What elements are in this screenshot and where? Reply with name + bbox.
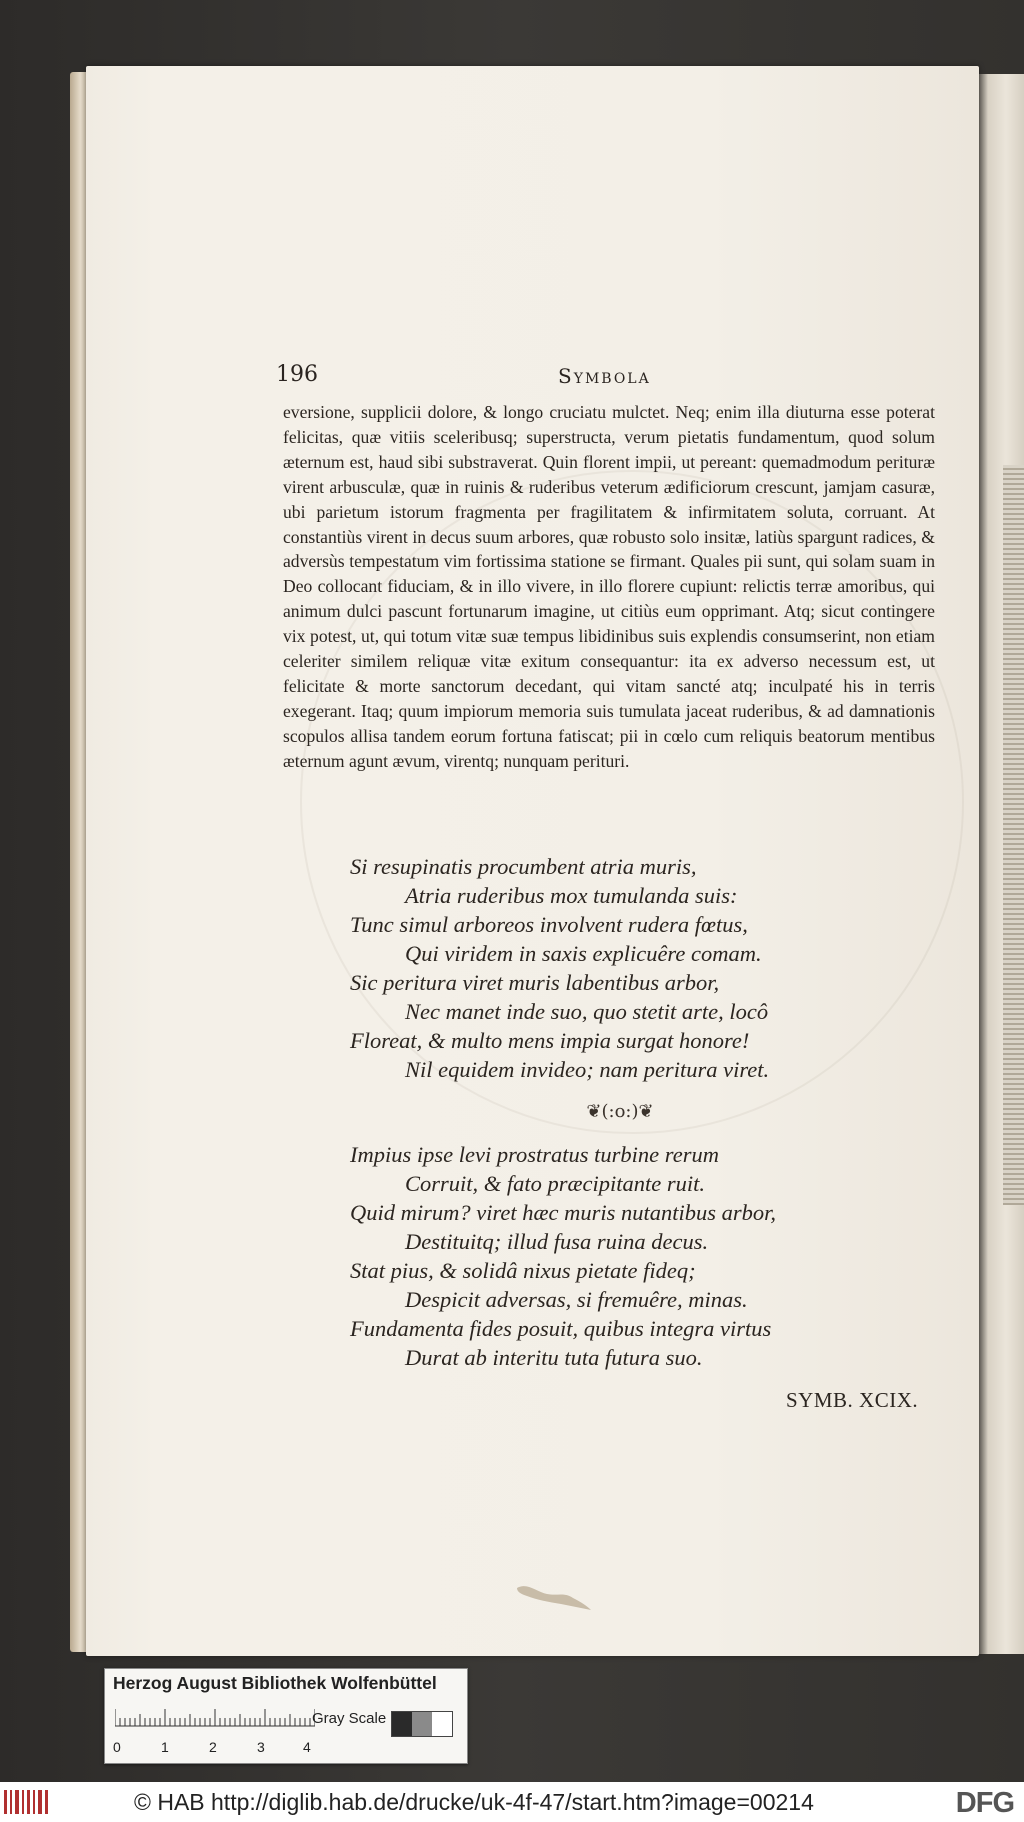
body-text: eversione, supplicii dolore, & longo cruciatu mulctet. Neq; enim illa diuturna esse poterat felicitas, quæ vitiis sceleribusq; superstructa, verum pietatis fundamentum, quod solum æternum est, haud sibi substraverat. Quin florent impii, ut pereant: quemadmodum perituræ virent arbusculæ, quæ in ruinis & ruderibus veterum ædificiorum crescunt, jamjam casuræ, ubi parietum istorum fragmenta per fragilitatem & infirmitatem soluta, corruant. At constantiùs virent in decus suum arbores, quæ robusto solo insitæ, latiùs spargunt radices, & adversùs tempestatum vim fortissima statione se firmant. Quales pii sunt, qui solam suam in Deo collocant fiduciam, & in illo vivere, in illo florere cupiunt: relictis terræ amoribus, qui animum dulci pascunt fortunarum imagine, ut citiùs eum opprimant. Atq; sicut contingere vix potest, ut, qui totum vitæ suæ tempus libidinibus suis explendis consumserint, non etiam celeriter similem reliquæ vitæ exitum consequantur: ita ex adverso necessum est, ut felicitate & morte sanctorum decedant, qui vitam sancté atq; inculpaté his in terris exegerant. Itaq; quum impiorum memoria suis tumulata jaceat ruderibus, & ad damnationis scopulos allisa tandem eorum fortuna fatiscat; pii in cœlo cum reliquis beatorum mentibus æternum agunt ævum, virentq; nunquam perituri. <box>283 402 935 771</box>
viewer-footer <box>0 1782 1024 1822</box>
poem-line: Corruit, & fato præcipitante ruit. <box>405 1171 706 1196</box>
ruler-number: 1 <box>161 1739 169 1755</box>
facing-page-print-strip <box>1003 465 1024 1205</box>
poem-line: Floreat, & multo mens impia surgat honore! <box>350 1028 750 1053</box>
barcode-icon <box>4 1790 48 1814</box>
page-number: 196 <box>276 362 318 387</box>
poem-line: Fundamenta fides posuit, quibus integra virtus <box>350 1316 772 1341</box>
poem-line: Despicit adversas, si fremuêre, minas. <box>405 1287 748 1312</box>
poem-line: Tunc simul arboreos involvent rudera fœtus, <box>350 912 748 937</box>
page-header <box>276 362 936 394</box>
poem-line: Qui viridem in saxis explicuêre comam. <box>405 941 762 966</box>
poem-line: Si resupinatis procumbent atria muris, <box>350 854 697 879</box>
poem-line: Nec manet inde suo, quo stetit arte, locô <box>405 999 769 1024</box>
gray-swatch <box>412 1712 432 1736</box>
poem-second <box>350 1140 950 1372</box>
poem-line: Impius ipse levi prostratus turbine rerum <box>350 1142 719 1167</box>
poem-line: Destituitq; illud fusa ruina decus. <box>405 1229 709 1254</box>
ruler-number: 2 <box>209 1739 217 1755</box>
color-calibration-card <box>104 1668 468 1764</box>
gray-scale-label: Gray Scale <box>312 1710 387 1727</box>
poem-line: Stat pius, & solidâ nixus pietate fideq; <box>350 1258 696 1283</box>
poem-line: Durat ab interitu tuta futura suo. <box>405 1345 703 1370</box>
gray-scale-swatches <box>391 1711 453 1737</box>
poem-line: Sic peritura viret muris labentibus arbor, <box>350 970 720 995</box>
paper-stain <box>515 1580 593 1612</box>
gray-swatch <box>392 1712 412 1736</box>
poem-line: Quid mirum? viret hæc muris nutantibus arbor, <box>350 1200 777 1225</box>
permalink-text[interactable]: © HAB http://diglib.hab.de/drucke/uk-4f-47/start.htm?image=00214 <box>134 1789 814 1815</box>
catchword: SYMB. XCIX. <box>786 1388 919 1412</box>
ruler-number: 3 <box>257 1739 265 1755</box>
card-title: Herzog August Bibliothek Wolfenbüttel <box>113 1673 437 1693</box>
poem-line: Nil equidem invideo; nam peritura viret. <box>405 1057 770 1082</box>
gray-swatch <box>432 1712 452 1736</box>
poem-first <box>350 852 950 1084</box>
dfg-logo: DFG <box>955 1787 1014 1819</box>
ruler-number: 0 <box>113 1739 121 1755</box>
running-title: Symbola <box>558 364 651 388</box>
poem-line: Atria ruderibus mox tumulanda suis: <box>405 883 738 908</box>
printer-ornament: ❦(:o:)❦ <box>586 1101 654 1122</box>
ruler-number: 4 <box>303 1739 311 1755</box>
ruler-scale <box>115 1709 315 1727</box>
